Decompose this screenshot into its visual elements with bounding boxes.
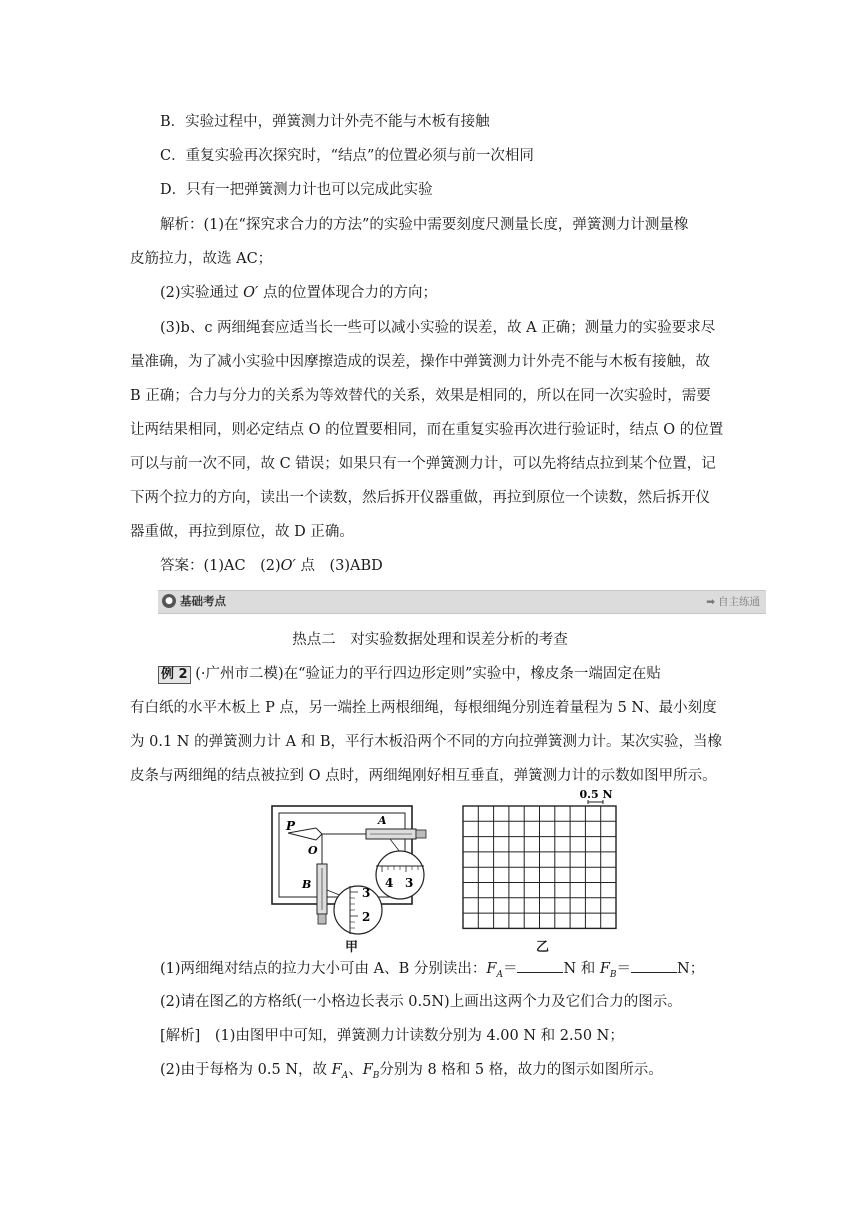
option-b: B．实验过程中，弹簧测力计外壳不能与木板有接触 (160, 114, 490, 130)
caption-jia: 甲 (345, 940, 359, 955)
o-prime-symbol: O′ (243, 285, 259, 301)
analysis-2: (2)实验通过 O′ 点的位置体现合力的方向； (160, 285, 437, 301)
label-a: A (378, 814, 387, 827)
analysis-3-line4: 让两结果相同，则必定结点 O 的位置要相同，而在重复实验再次进行验证时，结点 O 的位置 (130, 422, 724, 438)
dial-a-3: 3 (405, 876, 414, 890)
solution-1: [解析] (1)由图甲中可知，弹簧测力计读数分别为 4.00 N 和 2.50 N； (160, 1028, 624, 1044)
dial-b-2: 2 (362, 910, 371, 924)
dial-b-3: 3 (362, 886, 371, 900)
example-line2: 有白纸的水平木板上 P 点，另一端拴上两根细绳，每根细绳分别连着量程为 5 N、最小刻度 (130, 700, 717, 716)
banner-right: ➡ 自主练通 (706, 595, 760, 608)
analysis-1-line1: 解析：(1)在“探究求合力的方法”的实验中需要刻度尺测量长度，弹簧测力计测量橡 (160, 217, 689, 233)
question-2: (2)请在图乙的方格纸(一小格边长表示 0.5N)上画出这两个力及它们合力的图示。 (160, 994, 682, 1010)
banner-left: ● 基础考点 (162, 593, 226, 609)
grid-paper (463, 806, 616, 928)
analysis-3-line6: 下两个拉力的方向，读出一个读数，然后拆开仪器重做，再拉到原位一个读数，然后拆开仪 (130, 490, 710, 506)
analysis-3-line5: 可以与前一次不同，故 C 错误；如果只有一个弹簧测力计，可以先将结点拉到某个位置，记 (130, 456, 716, 472)
analysis-3-line2: 量准确，为了减小实验中因摩擦造成的误差，操作中弹簧测力计外壳不能与木板有接触，故 (130, 354, 710, 370)
figure-jia (270, 800, 438, 945)
label-p: P (286, 819, 296, 833)
example-line1: 例 2 (·广州市二模)在“验证力的平行四边形定则”实验中，橡皮条一端固定在贴 (158, 664, 661, 684)
analysis-1-line2: 皮筋拉力，故选 AC； (130, 251, 273, 267)
label-o: O (308, 844, 318, 857)
option-c: C．重复实验再次探究时，“结点”的位置必须与前一次相同 (160, 148, 534, 164)
analysis-3-line1: (3)b、c 两细绳套应适当长一些可以减小实验的误差，故 A 正确；测量力的实验要求尽 (160, 320, 716, 336)
section-banner (158, 590, 766, 614)
scale-label: 0.5 N (579, 788, 613, 801)
bullet-icon: ● (162, 594, 176, 608)
section-title: 热点二 对实验数据处理和误差分析的考查 (292, 632, 568, 648)
answer-blank-fb[interactable] (631, 958, 677, 973)
question-1: (1)两细绳对结点的拉力大小可由 A、B 分别读出：$F_A= N$ 和 $F_B= N$； (160, 958, 704, 985)
answer-blank-fa[interactable] (517, 958, 563, 973)
analysis-3-line3: B 正确；合力与分力的关系为等效替代的关系，效果是相同的，所以在同一次实验时，需要 (130, 388, 711, 404)
caption-yi: 乙 (536, 940, 550, 955)
dial-a-4: 4 (385, 876, 394, 890)
arrow-right-icon: ➡ (706, 595, 715, 608)
figure-yi-grid (460, 786, 620, 930)
example-line4: 皮条与两细绳的结点被拉到 O 点时，两细绳刚好相互垂直，弹簧测力计的示数如图甲所示。 (130, 768, 717, 784)
option-d: D．只有一把弹簧测力计也可以完成此实验 (160, 182, 433, 198)
label-b: B (302, 878, 312, 891)
example-tag: 例 2 (158, 666, 191, 684)
example-line3: 为 0.1 N 的弹簧测力计 A 和 B，平行木板沿两个不同的方向拉弹簧测力计。某次实验，当橡 (130, 734, 723, 750)
solution-2: (2)由于每格为 0.5 N，故 $F_A$、$F_B$分别为 8 格和 5 格，故力的图示如图所示。 (160, 1062, 663, 1081)
answer-line: 答案：(1)AC (2)O′ 点 (3)ABD (160, 558, 383, 574)
analysis-3-line7: 器重做，再拉到原位，故 D 正确。 (130, 524, 354, 540)
